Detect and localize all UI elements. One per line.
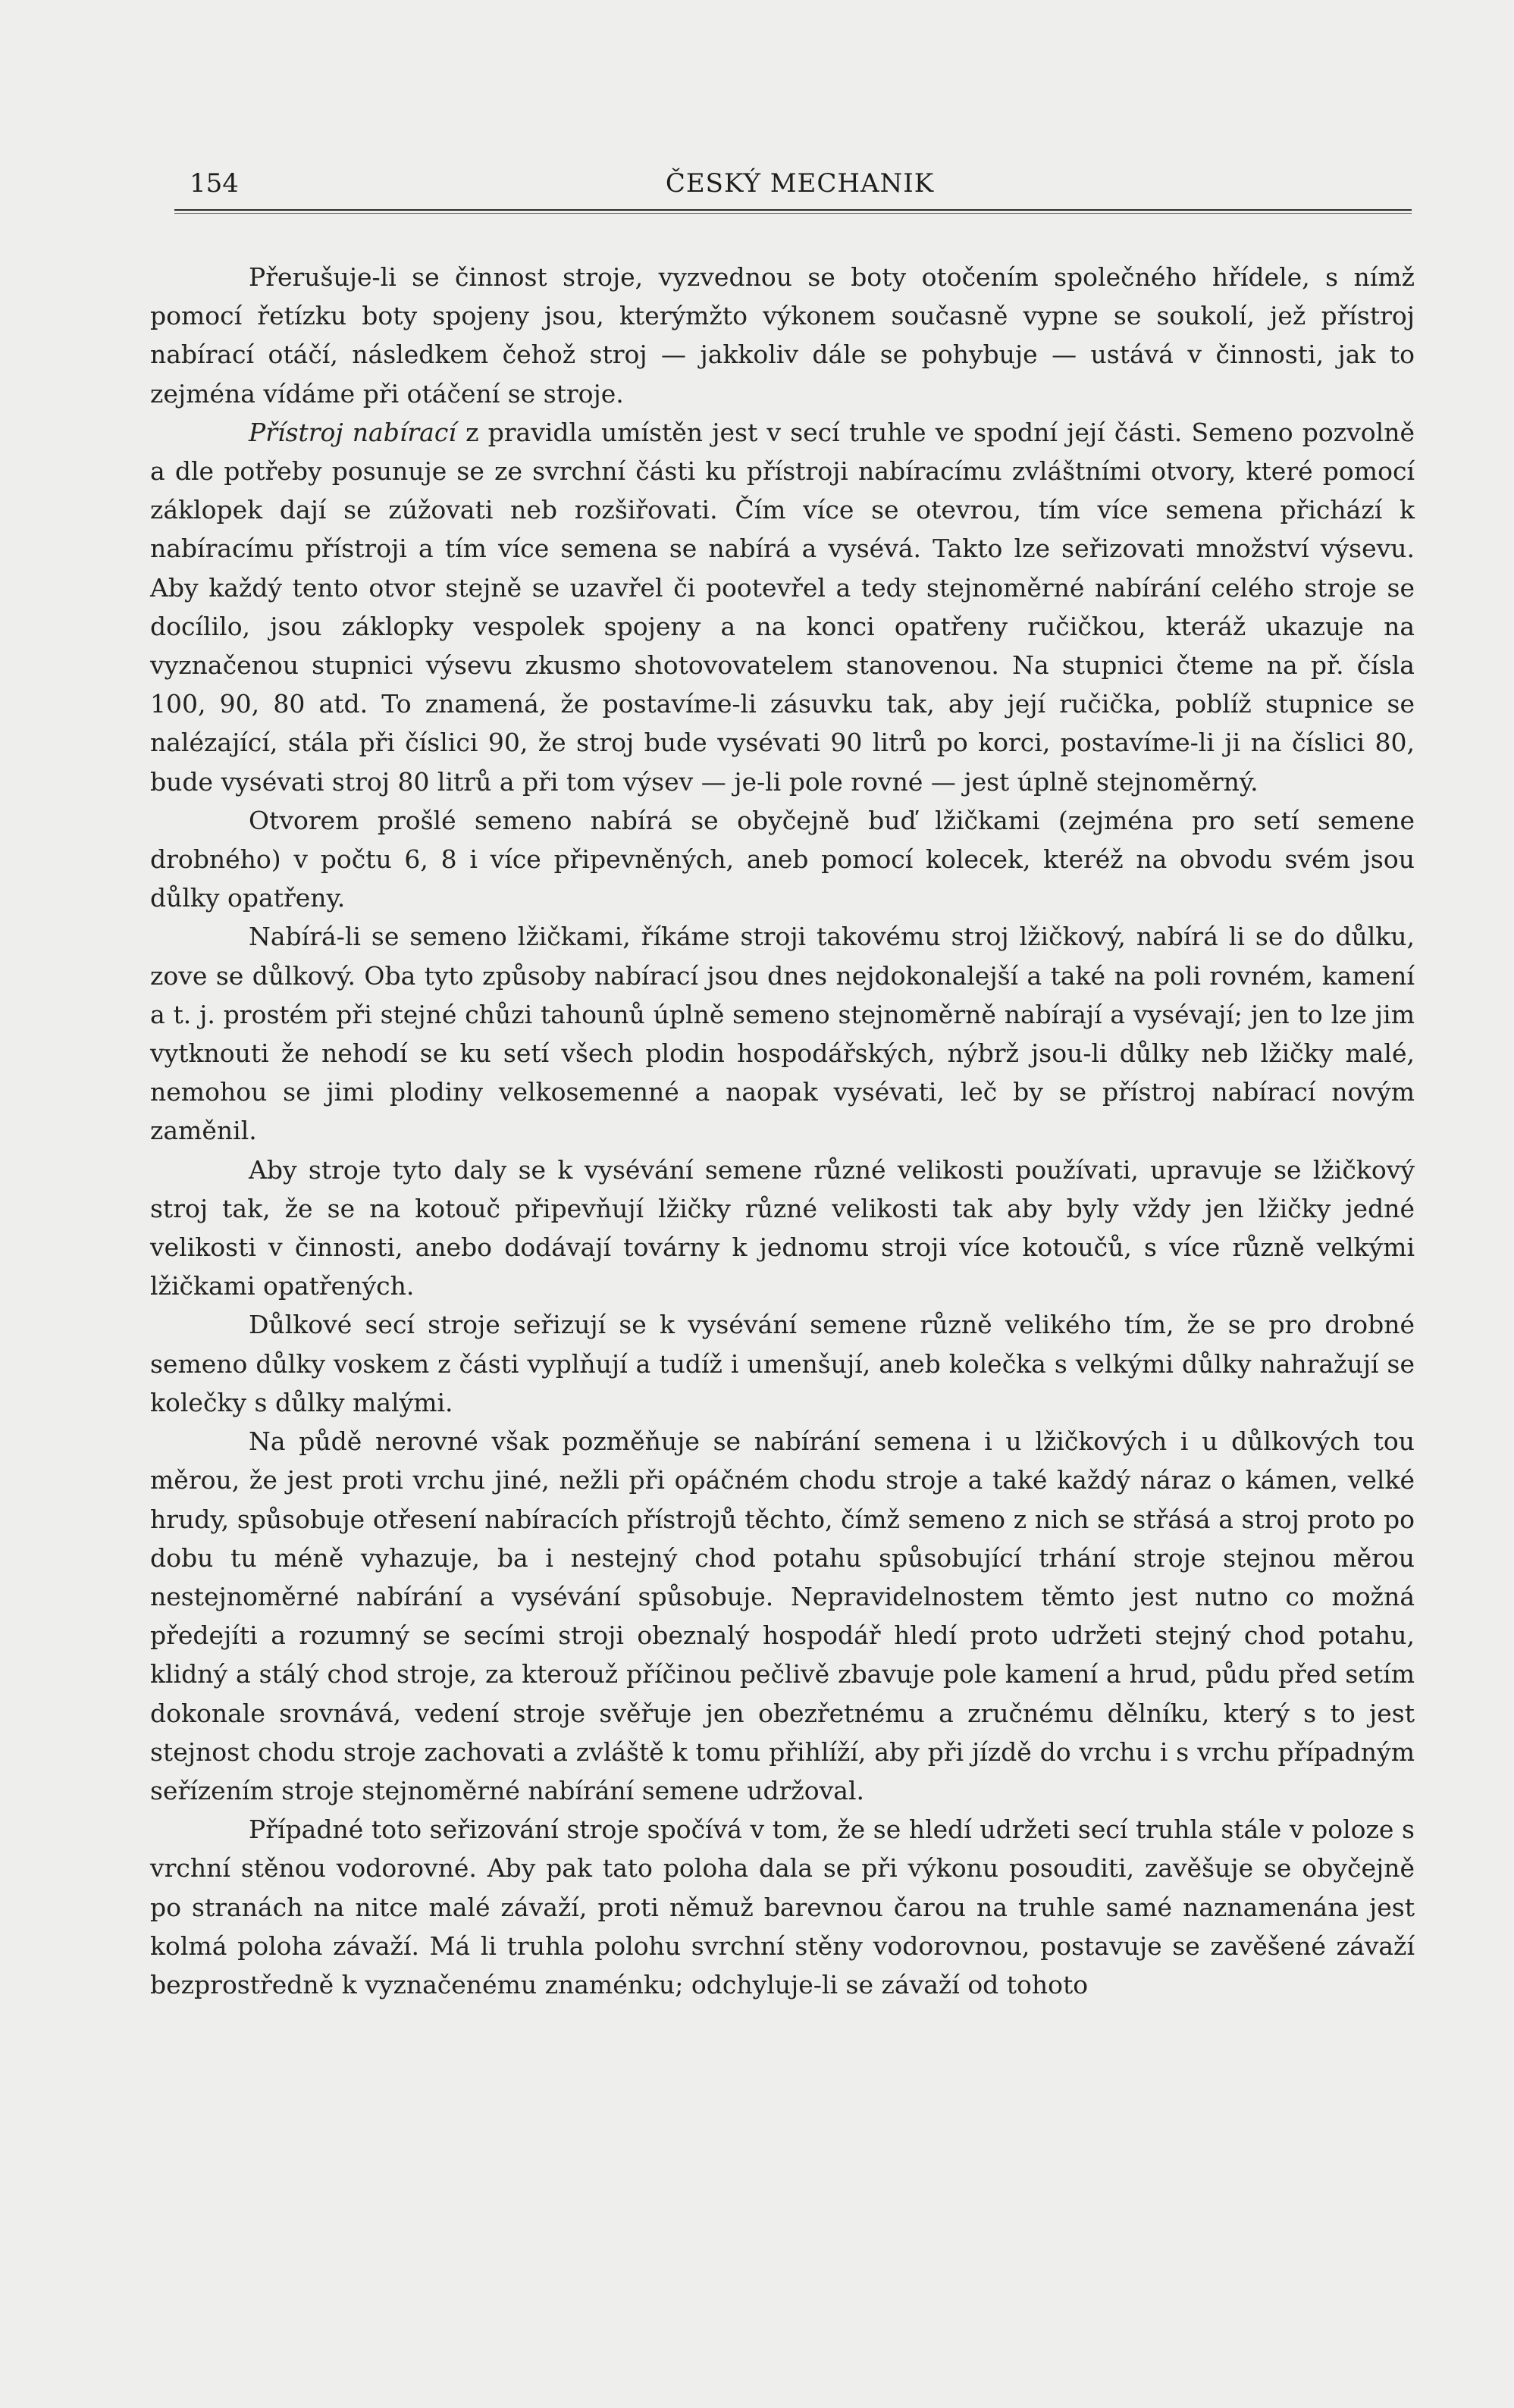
paragraph: Případné toto seřizování stroje spočívá v tom, že se hledí udržeti secí truhla stále v poloze s vrchní stěnou vodorovné. Aby pak tato poloha dala se při výkonu posouditi, zavěšuje se obyčejně po stranách na nitce malé závaží, proti němuž barevnou čarou na truhle samé naznamenána jest kolmá poloha závaží. Má li truhla polohu svrchní stěny vodorovnou, postavuje se zavěšené závaží bezprostředně k vyznačenému znaménku; odchyluje-li se závaží od tohoto <box>150 1815 1415 1999</box>
paragraph: Nabírá-li se semeno lžičkami, říkáme stroji takovému stroj lžičkový, nabírá li se do důlku, zove se důlkový. Oba tyto způsoby nabírací jsou dnes nejdokonalejší a také na poli rovném, kamení a t. j. prostém při stejné chůzi tahounů úplně semeno stejnoměrně nabírají a vysévají; jen to lze jim vytknouti že nehodí se ku setí všech plodin hospodářských, nýbrž jsou-li důlky neb lžičky malé, nemohou se jimi plodiny velkosemenné a naopak vysévati, leč by se přístroj nabírací novým zaměnil. <box>150 922 1415 1146</box>
paragraph <box>150 413 1415 801</box>
paragraph-text: z pravidla umístěn jest v secí truhle ve spodní její části. Semeno pozvolně a dle potřeby posunuje se ze svrchní části ku přístroji nabíracímu zvláštními otvory, které pomocí záklopek dají se zúžovati neb rozšiřovati. Čím více se otevrou, tím více semena přichází k nabíracímu přístroji a tím více semena se nabírá a vysévá. Takto lze seřizovati množství výsevu. Aby každý tento otvor stejně se uzavřel či pootevřel a tedy stejnoměrné nabírání celého stroje se docílilo, jsou záklopky vespolek spojeny a na konci opatřeny ručičkou, kteráž ukazuje na vyznačenou stupnici výsevu zkusmo shotovovatelem stanovenou. Na stupnici čteme na př. čísla 100, 90, 80 atd. To znamená, že postavíme-li zásuvku tak, aby její ručička, poblíž stupnice se nalézající, stála při číslici 90, že stroj bude vysévati 90 litrů po korci, postavíme-li ji na číslici 80, bude vysévati stroj 80 litrů a při tom výsev — je-li pole rovné — jest úplně stejnoměrný. <box>150 417 1415 797</box>
running-title: ČESKÝ MECHANIK <box>665 168 935 199</box>
paragraph: Důlkové secí stroje seřizují se k vysévání semene různě velikého tím, že se pro drobné semeno důlky voskem z části vyplňují a tudíž i umenšují, aneb kolečka s velkými důlky nahražují se kolečky s důlky malými. <box>150 1310 1415 1417</box>
paragraph: Na půdě nerovné však pozměňuje se nabírání semena i u lžičkových i u důlkových tou měrou, že jest proti vrchu jiné, nežli při opáčném chodu stroje a také každý náraz o kámen, velké hrudy, spůsobuje otřesení nabíracích přístrojů těchto, čímž semeno z nich se střásá a stroj proto po dobu tu méně vyhazuje, ba i nestejný chod potahu spůsobující trhání stroje stejnou měrou nestejnoměrné nabírání a vysévání spůsobuje. Nepravidelnostem těmto jest nutno co možná předejíti a rozumný se secími stroji obeznalý hospodář hledí proto udržeti stejný chod potahu, klidný a stálý chod stroje, za kterouž příčinou pečlivě zbavuje pole kamení a hrud, půdu před setím dokonale srovnává, vedení stroje svěřuje jen obezřetnému a zručnému dělníku, který s to jest stejnost chodu stroje zachovati a zvláště k tomu přihlíží, aby při jízdě do vrchu i s vrchu případným seřízením stroje stejnoměrné nabírání semene udržoval. <box>150 1426 1415 1805</box>
header-rule-thin <box>174 213 1412 214</box>
paragraph-italic-lead: Přístroj nabírací <box>249 417 456 447</box>
header-rule <box>174 209 1412 211</box>
paragraph: Aby stroje tyto daly se k vysévání semene různé velikosti používati, upravuje se lžičkový stroj tak, že se na kotouč připevňují lžičky různé velikosti tak aby byly vždy jen lžičky jedné velikosti v činnosti, anebo dodávají továrny k jednomu stroji více kotoučů, s více různě velkými lžičkami opatřených. <box>150 1154 1415 1301</box>
page-number: 154 <box>190 168 239 199</box>
paragraph: Přerušuje-li se činnost stroje, vyzvednou se boty otočením společného hřídele, s nímž pomocí řetízku boty spojeny jsou, kterýmžto výkonem současně vypne se soukolí, jež přístroj nabírací otáčí, následkem čehož stroj — jakkoliv dále se pohybuje — ustává v činnosti, jak to zejména vídáme při otáčení se stroje. <box>150 262 1415 409</box>
page-header <box>190 168 1410 205</box>
body-text <box>150 258 1415 2004</box>
paragraph: Otvorem prošlé semeno nabírá se obyčejně buď lžičkami (zejména pro setí semene drobného) v počtu 6, 8 i více připevněných, aneb pomocí kolecek, kteréž na obvodu svém jsou důlky opatřeny. <box>150 805 1415 913</box>
